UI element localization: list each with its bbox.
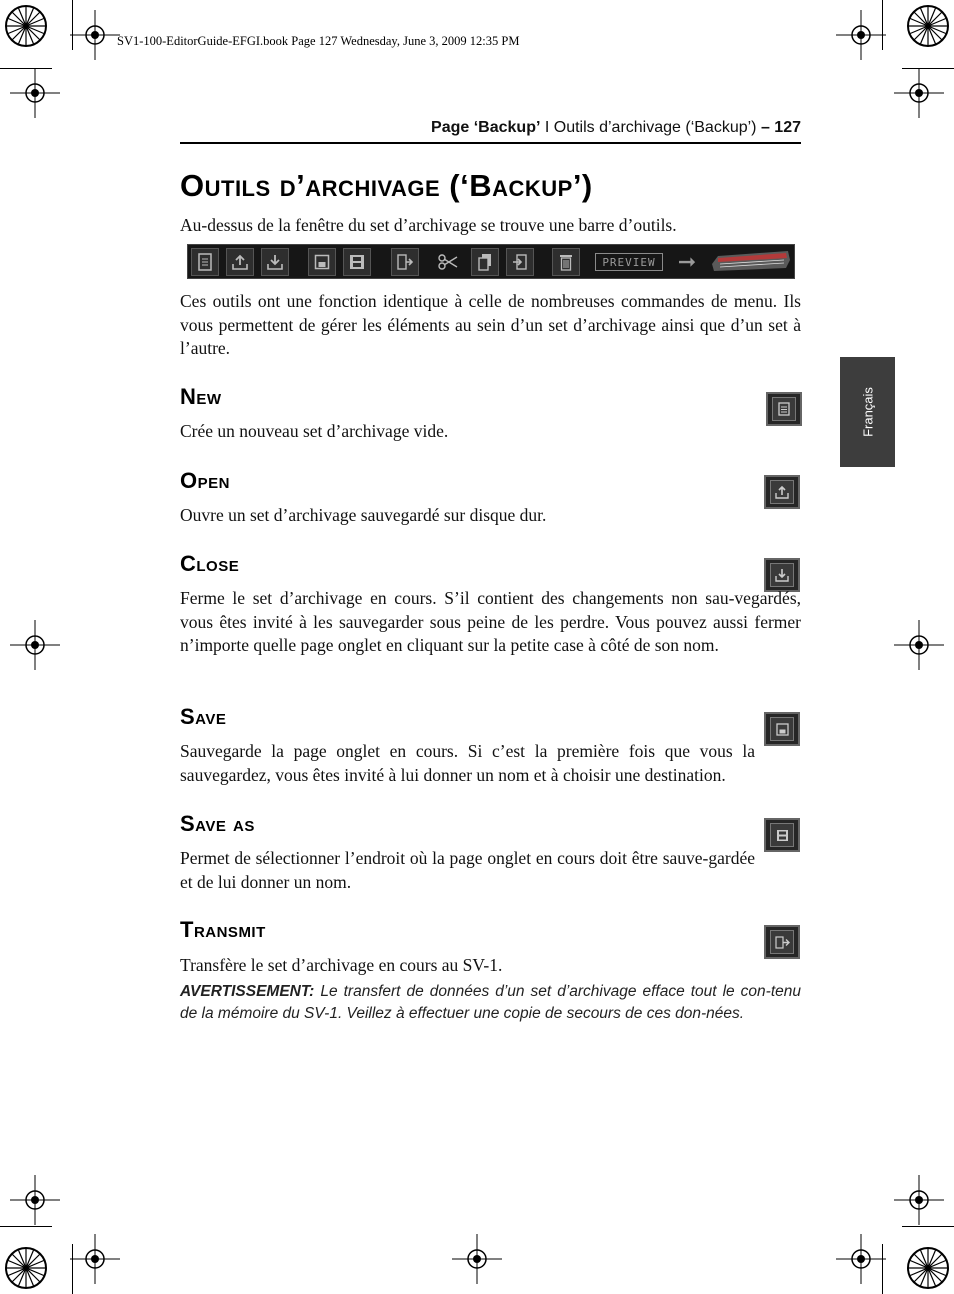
running-head-separator: I bbox=[540, 119, 554, 136]
page-number: 127 bbox=[774, 119, 801, 136]
section-heading-open: Open bbox=[180, 468, 230, 493]
save-disk-icon bbox=[308, 248, 336, 276]
running-head bbox=[180, 119, 801, 137]
section-heading-transmit: Transmit bbox=[180, 917, 266, 942]
save-disk-icon bbox=[764, 712, 800, 746]
section-heading-close: Close bbox=[180, 551, 240, 576]
language-side-tab-label: Français bbox=[860, 387, 875, 437]
warning-label: AVERTISSEMENT: bbox=[180, 983, 315, 1000]
new-document-icon bbox=[191, 248, 219, 276]
section-body-save-as: Permet de sélectionner l’endroit où la page onglet en cours doit être sauve-gardée et de lui donner un nom. bbox=[180, 848, 755, 892]
close-download-icon bbox=[261, 248, 289, 276]
registration-mark bbox=[10, 1175, 60, 1225]
running-head-dash: – bbox=[756, 119, 775, 136]
running-head-section: Page ‘Backup’ bbox=[431, 119, 541, 136]
preview-button: PREVIEW bbox=[595, 253, 663, 271]
section-body-transmit: Transfère le set d’archivage en cours au SV-1. bbox=[180, 955, 503, 975]
copy-icon bbox=[471, 248, 499, 276]
save-as-disk-icon bbox=[343, 248, 371, 276]
transmit-icon bbox=[391, 248, 419, 276]
registration-mark bbox=[894, 1175, 944, 1225]
crop-line bbox=[902, 1226, 954, 1227]
section-body-open: Ouvre un set d’archivage sauvegardé sur disque dur. bbox=[180, 505, 547, 525]
backup-toolbar bbox=[187, 244, 795, 279]
toolbar-description: Ces outils ont une fonction identique à celle de nombreuses commandes de menu. Ils vous permettent de gérer les éléments au sein d’un set d’archivage ainsi que d’un set à l’autre. bbox=[180, 291, 801, 358]
registration-mark bbox=[894, 68, 944, 118]
registration-mark bbox=[70, 1234, 120, 1284]
book-info-line: SV1-100-EditorGuide-EFGI.book Page 127 Wednesday, June 3, 2009 12:35 PM bbox=[117, 34, 520, 48]
registration-mark bbox=[10, 620, 60, 670]
registration-mark bbox=[894, 620, 944, 670]
keyboard-device-icon bbox=[710, 248, 792, 274]
section-heading-save-as: Save as bbox=[180, 811, 255, 836]
starburst-top-right bbox=[906, 4, 950, 48]
registration-mark bbox=[836, 1234, 886, 1284]
registration-mark bbox=[452, 1234, 502, 1284]
cut-scissors-icon bbox=[434, 248, 462, 276]
registration-mark bbox=[836, 10, 886, 60]
section-body-new: Crée un nouveau set d’archivage vide. bbox=[180, 421, 449, 441]
page-title: Outils d’archivage (‘Backup’) bbox=[180, 168, 593, 203]
registration-mark bbox=[70, 10, 120, 60]
running-head-chapter: Outils d’archivage (‘Backup’) bbox=[553, 119, 757, 136]
paste-icon bbox=[506, 248, 534, 276]
crop-line bbox=[0, 1226, 52, 1227]
arrow-right-icon: ➞ bbox=[677, 249, 697, 274]
section-body-save: Sauvegarde la page onglet en cours. Si c’est la première fois que vous la sauvegardez, vous êtes invité à lui donner un nom et à choisir une destination. bbox=[180, 741, 755, 785]
starburst-top-left bbox=[4, 4, 48, 48]
header-rule bbox=[180, 142, 801, 144]
section-heading-new: New bbox=[180, 384, 222, 409]
registration-mark bbox=[10, 68, 60, 118]
starburst-bottom-left bbox=[4, 1246, 48, 1290]
warning-note bbox=[180, 981, 801, 1025]
starburst-bottom-right bbox=[906, 1246, 950, 1290]
language-side-tab bbox=[840, 357, 895, 467]
save-as-disk-icon bbox=[764, 818, 800, 852]
trash-icon bbox=[552, 248, 580, 276]
warning-text: Le transfert de données d’un set d’archivage efface tout le con-tenu de la mémoire du SV-1. Veillez à effectuer une copie de secours de ces don-nées. bbox=[180, 983, 801, 1022]
open-upload-icon bbox=[226, 248, 254, 276]
intro-paragraph: Au-dessus de la fenêtre du set d’archivage se trouve une barre d’outils. bbox=[180, 215, 677, 235]
section-body-close: Ferme le set d’archivage en cours. S’il contient des changements non sau-vegardés, vous êtes invité à les sauvegarder sous peine de les perdre. Vous pouvez aussi fermer n’importe quelle page onglet en cliquant sur la petite case à côté de son nom. bbox=[180, 588, 801, 655]
section-heading-save: Save bbox=[180, 704, 227, 729]
